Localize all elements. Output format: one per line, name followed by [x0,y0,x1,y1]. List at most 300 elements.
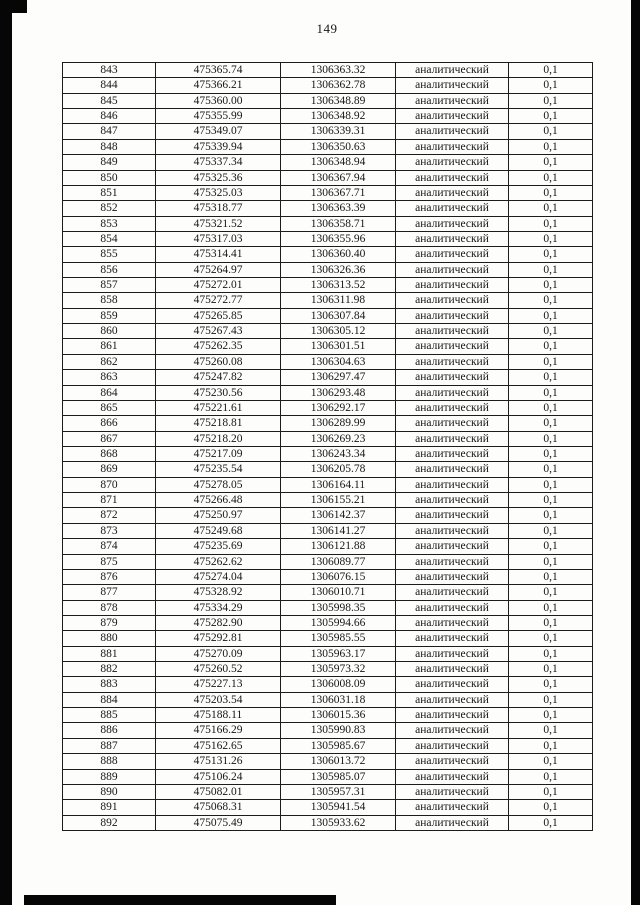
cell-point-number: 860 [63,324,156,339]
cell-precision: 0,1 [509,385,593,400]
cell-x-coordinate: 475247.82 [156,370,281,385]
cell-precision: 0,1 [509,523,593,538]
cell-y-coordinate: 1306008.09 [281,677,396,692]
table-row [63,370,593,385]
cell-method: аналитический [396,477,509,492]
cell-method: аналитический [396,569,509,584]
cell-x-coordinate: 475270.09 [156,646,281,661]
cell-precision: 0,1 [509,815,593,830]
table-row [63,662,593,677]
cell-precision: 0,1 [509,646,593,661]
cell-point-number: 873 [63,523,156,538]
cell-method: аналитический [396,93,509,108]
table-row [63,139,593,154]
cell-y-coordinate: 1306363.39 [281,201,396,216]
cell-x-coordinate: 475230.56 [156,385,281,400]
table-row [63,646,593,661]
cell-precision: 0,1 [509,155,593,170]
cell-method: аналитический [396,78,509,93]
cell-point-number: 846 [63,109,156,124]
table-row [63,308,593,323]
cell-method: аналитический [396,523,509,538]
cell-precision: 0,1 [509,508,593,523]
cell-precision: 0,1 [509,139,593,154]
cell-y-coordinate: 1306205.78 [281,462,396,477]
cell-y-coordinate: 1306155.21 [281,493,396,508]
coordinates-table [62,62,593,831]
cell-x-coordinate: 475262.35 [156,339,281,354]
cell-precision: 0,1 [509,769,593,784]
cell-y-coordinate: 1306348.89 [281,93,396,108]
cell-x-coordinate: 475282.90 [156,615,281,630]
cell-method: аналитический [396,493,509,508]
table-row [63,493,593,508]
table-row [63,631,593,646]
cell-x-coordinate: 475265.85 [156,308,281,323]
cell-precision: 0,1 [509,308,593,323]
cell-x-coordinate: 475217.09 [156,446,281,461]
cell-point-number: 848 [63,139,156,154]
cell-precision: 0,1 [509,615,593,630]
cell-y-coordinate: 1306089.77 [281,554,396,569]
cell-method: аналитический [396,139,509,154]
cell-point-number: 858 [63,293,156,308]
cell-y-coordinate: 1306121.88 [281,539,396,554]
table-row [63,508,593,523]
cell-x-coordinate: 475203.54 [156,692,281,707]
cell-y-coordinate: 1306297.47 [281,370,396,385]
cell-y-coordinate: 1306076.15 [281,569,396,584]
cell-point-number: 865 [63,400,156,415]
cell-precision: 0,1 [509,124,593,139]
cell-point-number: 881 [63,646,156,661]
cell-point-number: 853 [63,216,156,231]
cell-precision: 0,1 [509,216,593,231]
cell-method: аналитический [396,155,509,170]
table-row [63,523,593,538]
cell-x-coordinate: 475360.00 [156,93,281,108]
cell-method: аналитический [396,677,509,692]
cell-method: аналитический [396,723,509,738]
cell-x-coordinate: 475249.68 [156,523,281,538]
cell-y-coordinate: 1306360.40 [281,247,396,262]
cell-method: аналитический [396,462,509,477]
cell-method: аналитический [396,308,509,323]
cell-precision: 0,1 [509,109,593,124]
cell-x-coordinate: 475328.92 [156,585,281,600]
cell-precision: 0,1 [509,723,593,738]
cell-precision: 0,1 [509,738,593,753]
cell-y-coordinate: 1305985.55 [281,631,396,646]
cell-method: аналитический [396,278,509,293]
cell-method: аналитический [396,124,509,139]
table-row [63,354,593,369]
cell-x-coordinate: 475075.49 [156,815,281,830]
table-row [63,462,593,477]
cell-x-coordinate: 475221.61 [156,400,281,415]
cell-y-coordinate: 1306311.98 [281,293,396,308]
cell-point-number: 861 [63,339,156,354]
cell-point-number: 859 [63,308,156,323]
table-row [63,63,593,78]
cell-method: аналитический [396,63,509,78]
cell-x-coordinate: 475349.07 [156,124,281,139]
table-row [63,124,593,139]
cell-precision: 0,1 [509,247,593,262]
cell-x-coordinate: 475260.08 [156,354,281,369]
cell-method: аналитический [396,708,509,723]
cell-point-number: 885 [63,708,156,723]
cell-y-coordinate: 1306326.36 [281,262,396,277]
cell-method: аналитический [396,508,509,523]
table-row [63,278,593,293]
cell-point-number: 870 [63,477,156,492]
cell-y-coordinate: 1306348.94 [281,155,396,170]
cell-x-coordinate: 475235.54 [156,462,281,477]
cell-point-number: 890 [63,784,156,799]
cell-y-coordinate: 1305994.66 [281,615,396,630]
cell-precision: 0,1 [509,370,593,385]
cell-point-number: 843 [63,63,156,78]
cell-point-number: 874 [63,539,156,554]
cell-point-number: 879 [63,615,156,630]
cell-y-coordinate: 1306164.11 [281,477,396,492]
cell-method: аналитический [396,754,509,769]
table-row [63,93,593,108]
cell-precision: 0,1 [509,231,593,246]
table-row [63,416,593,431]
cell-x-coordinate: 475274.04 [156,569,281,584]
table-row [63,446,593,461]
cell-x-coordinate: 475272.77 [156,293,281,308]
cell-precision: 0,1 [509,63,593,78]
cell-method: аналитический [396,446,509,461]
table-row [63,554,593,569]
cell-y-coordinate: 1306339.31 [281,124,396,139]
table-row [63,800,593,815]
cell-method: аналитический [396,431,509,446]
cell-method: аналитический [396,385,509,400]
cell-y-coordinate: 1306350.63 [281,139,396,154]
cell-y-coordinate: 1306355.96 [281,231,396,246]
cell-point-number: 847 [63,124,156,139]
cell-method: аналитический [396,554,509,569]
cell-y-coordinate: 1306307.84 [281,308,396,323]
cell-precision: 0,1 [509,201,593,216]
cell-x-coordinate: 475337.34 [156,155,281,170]
cell-x-coordinate: 475366.21 [156,78,281,93]
cell-x-coordinate: 475272.01 [156,278,281,293]
cell-precision: 0,1 [509,554,593,569]
cell-method: аналитический [396,400,509,415]
table-row [63,738,593,753]
cell-point-number: 868 [63,446,156,461]
table-row [63,539,593,554]
cell-y-coordinate: 1305985.67 [281,738,396,753]
cell-y-coordinate: 1306304.63 [281,354,396,369]
cell-precision: 0,1 [509,462,593,477]
cell-point-number: 875 [63,554,156,569]
table-row [63,815,593,830]
cell-point-number: 869 [63,462,156,477]
cell-precision: 0,1 [509,493,593,508]
table-row [63,723,593,738]
cell-x-coordinate: 475334.29 [156,600,281,615]
cell-precision: 0,1 [509,600,593,615]
cell-method: аналитический [396,339,509,354]
scan-edge-left-top [0,0,27,13]
cell-x-coordinate: 475264.97 [156,262,281,277]
cell-method: аналитический [396,539,509,554]
table-row [63,170,593,185]
table-row [63,477,593,492]
cell-y-coordinate: 1306010.71 [281,585,396,600]
cell-x-coordinate: 475250.97 [156,508,281,523]
cell-y-coordinate: 1306289.99 [281,416,396,431]
cell-precision: 0,1 [509,278,593,293]
cell-y-coordinate: 1306142.37 [281,508,396,523]
cell-y-coordinate: 1306367.71 [281,185,396,200]
cell-point-number: 862 [63,354,156,369]
cell-point-number: 878 [63,600,156,615]
cell-precision: 0,1 [509,677,593,692]
cell-point-number: 887 [63,738,156,753]
cell-point-number: 866 [63,416,156,431]
table-row [63,600,593,615]
cell-method: аналитический [396,370,509,385]
cell-x-coordinate: 475266.48 [156,493,281,508]
cell-y-coordinate: 1306363.32 [281,63,396,78]
cell-method: аналитический [396,631,509,646]
cell-point-number: 888 [63,754,156,769]
cell-method: аналитический [396,692,509,707]
cell-y-coordinate: 1306015.36 [281,708,396,723]
cell-precision: 0,1 [509,354,593,369]
table-row [63,784,593,799]
table-row [63,185,593,200]
cell-precision: 0,1 [509,78,593,93]
cell-precision: 0,1 [509,400,593,415]
cell-precision: 0,1 [509,416,593,431]
table-row [63,754,593,769]
cell-x-coordinate: 475318.77 [156,201,281,216]
cell-method: аналитический [396,324,509,339]
cell-method: аналитический [396,800,509,815]
cell-x-coordinate: 475235.69 [156,539,281,554]
cell-point-number: 855 [63,247,156,262]
table-row [63,155,593,170]
cell-x-coordinate: 475218.20 [156,431,281,446]
cell-point-number: 886 [63,723,156,738]
cell-method: аналитический [396,784,509,799]
cell-precision: 0,1 [509,754,593,769]
cell-x-coordinate: 475082.01 [156,784,281,799]
cell-point-number: 852 [63,201,156,216]
cell-precision: 0,1 [509,708,593,723]
cell-precision: 0,1 [509,293,593,308]
cell-point-number: 854 [63,231,156,246]
cell-point-number: 872 [63,508,156,523]
table-row [63,615,593,630]
scan-edge-right [631,0,640,905]
cell-method: аналитический [396,109,509,124]
cell-precision: 0,1 [509,784,593,799]
cell-method: аналитический [396,354,509,369]
cell-precision: 0,1 [509,262,593,277]
table-row [63,400,593,415]
table-row [63,585,593,600]
cell-x-coordinate: 475166.29 [156,723,281,738]
cell-x-coordinate: 475068.31 [156,800,281,815]
cell-precision: 0,1 [509,585,593,600]
cell-precision: 0,1 [509,662,593,677]
cell-x-coordinate: 475162.65 [156,738,281,753]
table-row [63,385,593,400]
table-row [63,262,593,277]
cell-x-coordinate: 475314.41 [156,247,281,262]
cell-point-number: 844 [63,78,156,93]
cell-point-number: 889 [63,769,156,784]
table-row [63,677,593,692]
cell-x-coordinate: 475317.03 [156,231,281,246]
cell-point-number: 883 [63,677,156,692]
cell-point-number: 877 [63,585,156,600]
cell-x-coordinate: 475188.11 [156,708,281,723]
cell-y-coordinate: 1306362.78 [281,78,396,93]
cell-y-coordinate: 1305990.83 [281,723,396,738]
cell-y-coordinate: 1305985.07 [281,769,396,784]
cell-y-coordinate: 1305933.62 [281,815,396,830]
cell-y-coordinate: 1305957.31 [281,784,396,799]
cell-y-coordinate: 1306292.17 [281,400,396,415]
cell-x-coordinate: 475321.52 [156,216,281,231]
cell-x-coordinate: 475267.43 [156,324,281,339]
cell-method: аналитический [396,646,509,661]
cell-precision: 0,1 [509,170,593,185]
cell-point-number: 857 [63,278,156,293]
cell-point-number: 867 [63,431,156,446]
table-row [63,293,593,308]
cell-precision: 0,1 [509,692,593,707]
cell-method: аналитический [396,416,509,431]
cell-point-number: 884 [63,692,156,707]
cell-x-coordinate: 475365.74 [156,63,281,78]
cell-x-coordinate: 475278.05 [156,477,281,492]
cell-method: аналитический [396,231,509,246]
table-row [63,431,593,446]
cell-method: аналитический [396,600,509,615]
table-row [63,339,593,354]
cell-precision: 0,1 [509,446,593,461]
cell-y-coordinate: 1306013.72 [281,754,396,769]
cell-y-coordinate: 1305941.54 [281,800,396,815]
cell-y-coordinate: 1305973.32 [281,662,396,677]
cell-x-coordinate: 475325.36 [156,170,281,185]
cell-y-coordinate: 1306305.12 [281,324,396,339]
cell-precision: 0,1 [509,569,593,584]
cell-y-coordinate: 1306367.94 [281,170,396,185]
cell-point-number: 892 [63,815,156,830]
cell-x-coordinate: 475131.26 [156,754,281,769]
cell-y-coordinate: 1306348.92 [281,109,396,124]
table-row [63,324,593,339]
cell-x-coordinate: 475325.03 [156,185,281,200]
cell-method: аналитический [396,585,509,600]
cell-y-coordinate: 1306358.71 [281,216,396,231]
cell-x-coordinate: 475292.81 [156,631,281,646]
table-row [63,201,593,216]
cell-x-coordinate: 475106.24 [156,769,281,784]
cell-precision: 0,1 [509,93,593,108]
cell-x-coordinate: 475260.52 [156,662,281,677]
cell-point-number: 882 [63,662,156,677]
cell-point-number: 871 [63,493,156,508]
cell-method: аналитический [396,615,509,630]
table-row [63,769,593,784]
cell-method: аналитический [396,216,509,231]
cell-method: аналитический [396,293,509,308]
cell-point-number: 863 [63,370,156,385]
cell-method: аналитический [396,815,509,830]
cell-method: аналитический [396,262,509,277]
cell-y-coordinate: 1306301.51 [281,339,396,354]
cell-point-number: 850 [63,170,156,185]
cell-y-coordinate: 1306269.23 [281,431,396,446]
cell-precision: 0,1 [509,477,593,492]
cell-precision: 0,1 [509,539,593,554]
cell-point-number: 849 [63,155,156,170]
coordinates-table-body [63,63,593,831]
cell-method: аналитический [396,170,509,185]
scan-edge-left [0,0,12,905]
cell-precision: 0,1 [509,800,593,815]
cell-point-number: 891 [63,800,156,815]
cell-point-number: 845 [63,93,156,108]
cell-point-number: 856 [63,262,156,277]
cell-y-coordinate: 1306141.27 [281,523,396,538]
cell-y-coordinate: 1306031.18 [281,692,396,707]
cell-method: аналитический [396,738,509,753]
cell-y-coordinate: 1306293.48 [281,385,396,400]
page-number: 149 [316,21,338,36]
cell-x-coordinate: 475227.13 [156,677,281,692]
cell-method: аналитический [396,662,509,677]
cell-precision: 0,1 [509,631,593,646]
cell-point-number: 851 [63,185,156,200]
table-row [63,569,593,584]
cell-x-coordinate: 475339.94 [156,139,281,154]
cell-method: аналитический [396,201,509,216]
cell-y-coordinate: 1305963.17 [281,646,396,661]
cell-point-number: 864 [63,385,156,400]
cell-precision: 0,1 [509,431,593,446]
cell-x-coordinate: 475218.81 [156,416,281,431]
cell-method: аналитический [396,247,509,262]
cell-point-number: 880 [63,631,156,646]
table-row [63,247,593,262]
table-row [63,216,593,231]
table-row [63,708,593,723]
cell-y-coordinate: 1305998.35 [281,600,396,615]
cell-method: аналитический [396,185,509,200]
cell-y-coordinate: 1306243.34 [281,446,396,461]
cell-y-coordinate: 1306313.52 [281,278,396,293]
cell-x-coordinate: 475355.99 [156,109,281,124]
table-row [63,231,593,246]
table-row [63,109,593,124]
table-row [63,692,593,707]
cell-method: аналитический [396,769,509,784]
